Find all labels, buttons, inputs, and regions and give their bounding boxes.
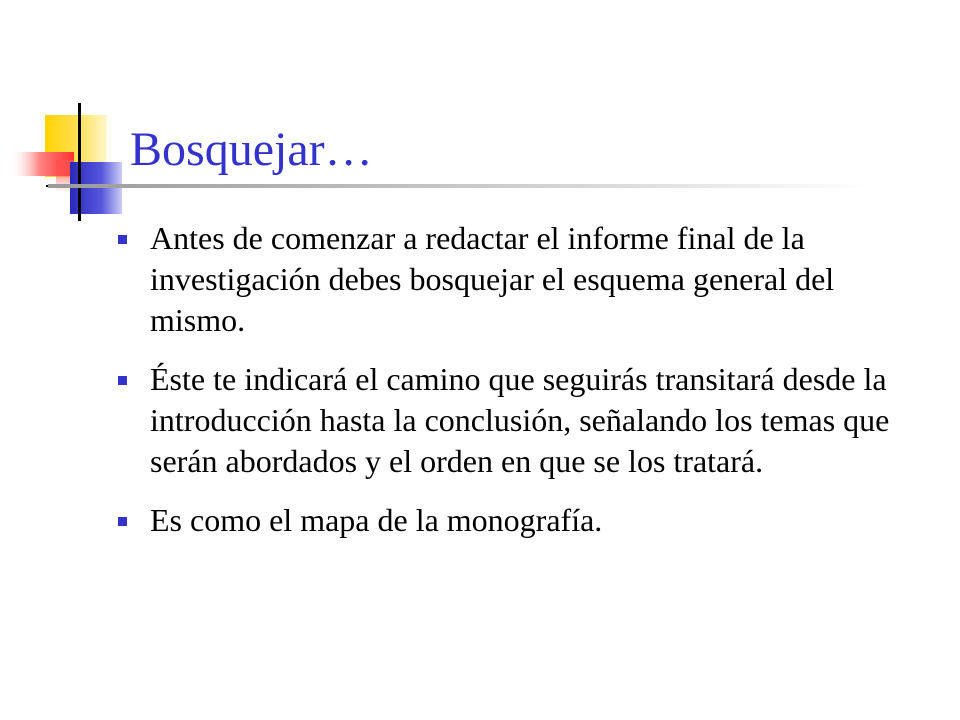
slide-title: Bosquejar… (130, 123, 373, 176)
square-bullet-icon (118, 235, 127, 244)
bullet-text: Éste te indicará el camino que seguirás transitará desde la introducción hasta la conclusión, señalando los temas que serán abordados y el orden en que se los tratará. (150, 361, 890, 479)
square-bullet-icon (118, 376, 127, 385)
title-divider (48, 184, 868, 188)
bullet-text: Es como el mapa de la monografía. (150, 502, 603, 538)
corner-squares-icon (0, 0, 140, 230)
bullet-item (118, 359, 918, 482)
bullet-item (118, 500, 918, 541)
bullet-item (118, 218, 918, 341)
bullet-text: Antes de comenzar a redactar el informe final de la investigación debes bosquejar el esquema general del mismo. (150, 220, 835, 338)
square-bullet-icon (118, 517, 127, 526)
bullet-list (118, 218, 918, 559)
